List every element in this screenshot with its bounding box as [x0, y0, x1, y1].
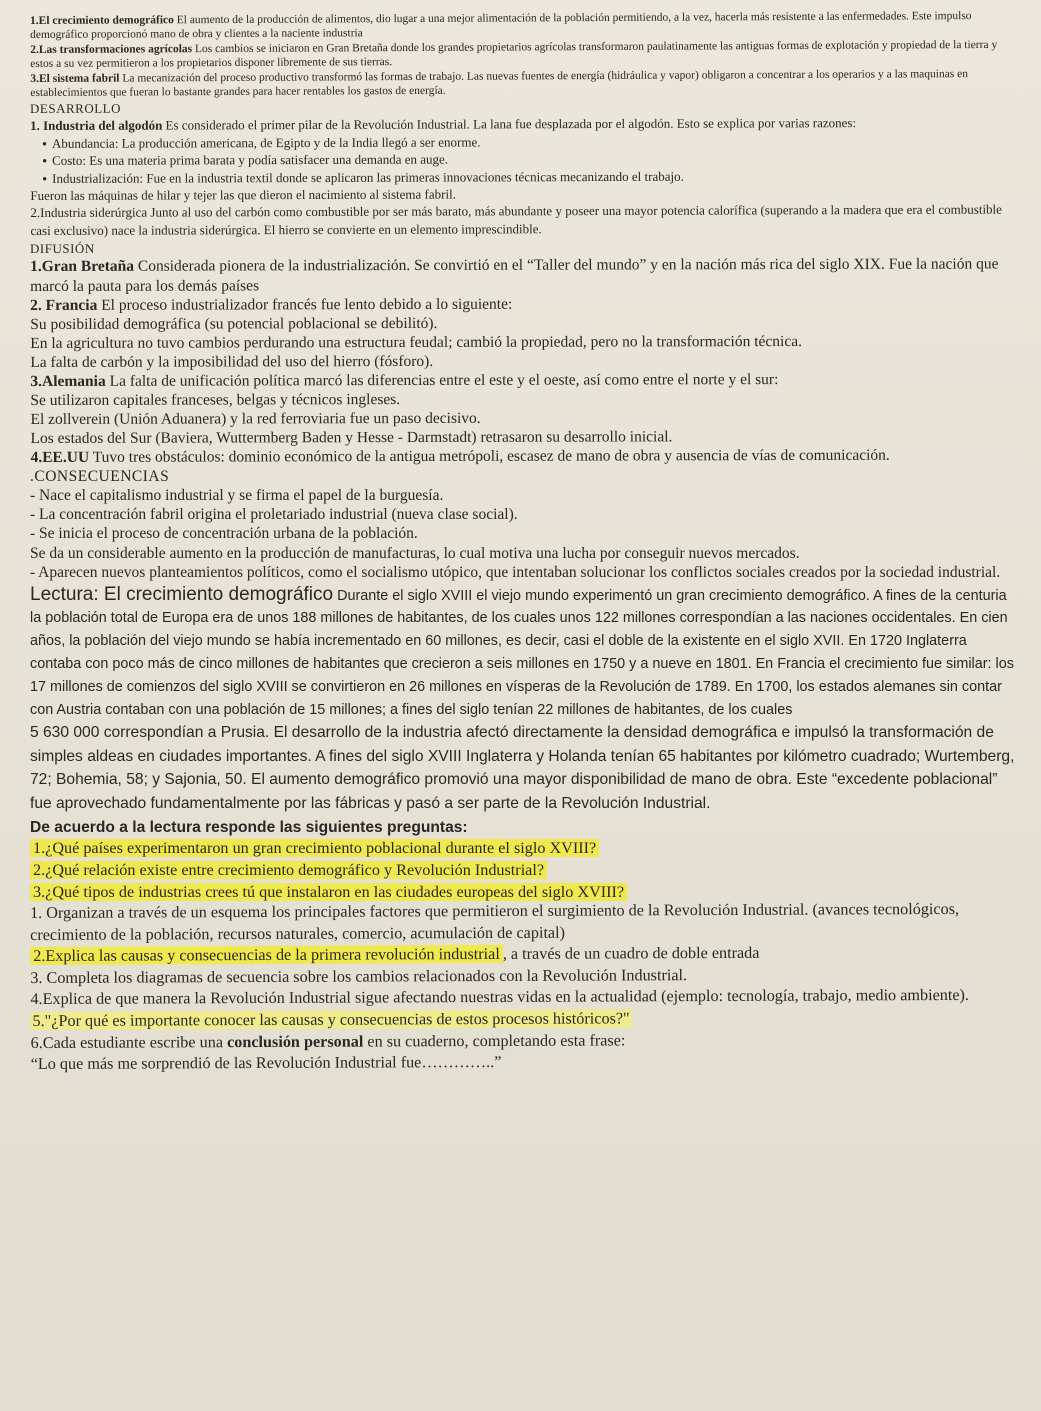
lectura-section [30, 584, 1019, 816]
intro-item-3: 3.El sistema fabril La mecanización del proceso productivo transformó las formas de trabajo. Las nuevas fuentes de energía (hidráulica y vapor) obligaron a concentrar a los operarios y a las maquinas en establecimientos que fueran lo bastante grandes para hacer rentables los gastos de energía. [30, 67, 969, 100]
desarrollo-section [30, 97, 1019, 240]
consecuencia-item: - Aparecen nuevos planteamientos políticos, como el socialismo utópico, que intentaban solucionar los conflictos sociales creados por la sociedad industrial. [30, 563, 1001, 581]
consecuencia-item: - La concentración fabril origina el proletariado industrial (nueva clase social). [30, 506, 518, 524]
alemania-line: Se utilizaron capitales franceses, belgas y técnicos ingleses. [30, 390, 401, 409]
intro-item-1: 1.El crecimiento demográfico El aumento de la producción de alimentos, dio lugar a una mejor alimentación de la población permitiendo, a la vez, hacerla más resistente a las enfermedades. Este impulso demográfico proporcionó mano de obra y clientes a la naciente industria [30, 10, 972, 42]
consecuencia-item: - Nace el capitalismo industrial y se firma el papel de la burguesía. [30, 487, 444, 505]
alemania-line: El zollverein (Unión Aduanera) y la red ferroviaria fue un paso decisivo. [30, 409, 481, 428]
francia-line: Su posibilidad demográfica (su potencial poblacional se debilitó). [30, 314, 438, 333]
actividad-2: 2.Explica las causas y consecuencias de la primera revolución industrial , a través de un cuadro de doble entrada [30, 942, 1019, 968]
bullet-abundancia: ● Abundancia: La producción americana, de Egipto y de la India llegó a ser enorme. [30, 132, 1019, 153]
lectura-paragraph-b: 5 630 000 correspondían a Prusia. El desarrollo de la industria afectó directamente la densidad demográfica e impulsó la transformación de simples aldeas en ciudades importantes. A fines del siglo XVIII Inglaterra y Holanda tenían 65 habitantes por kilómetro cuadrado; Wurtemberg, 72; Bohemia, 58; y Sajonia, 50. El aumento demográfico promovió una mayor disponibilidad de mano de obra. Este “excedente poblacional” fue aprovechado fundamentalmente por las fábricas y pasó a ser parte de la Revolución Industrial. [30, 724, 1015, 812]
actividad-5: 5."¿Por qué es importante conocer las causas y consecuencias de estos procesos históricos?" [30, 1007, 1019, 1033]
alemania-paragraph: 3.Alemania La falta de unificación política marcó las diferencias entre el este y el oeste, así como entre el norte y el sur: [30, 370, 779, 390]
consecuencias-section [30, 467, 1019, 582]
eeuu-paragraph: 4.EE.UU Tuvo tres obstáculos: dominio económico de la antigua metrópoli, escasez de mano de obra y ausencia de vías de comunicación. [30, 446, 890, 467]
algodon-paragraph: 1. Industria del algodón Es considerado el primer pilar de la Revolución Industrial. La lana fue desplazada por el algodón. Esto se explica por varias razones: [30, 115, 857, 134]
consecuencia-item: - Se inicia el proceso de concentración urbana de la población. [30, 525, 418, 543]
alemania-line: Los estados del Sur (Baviera, Wuttermberg Baden y Hesse - Darmstadt) retrasaron su desarrollo inicial. [30, 428, 673, 447]
actividad-4: 4.Explica de que manera la Revolución Industrial sigue afectando nuestras vidas en la actualidad (ejemplo: tecnología, trabajo, medio ambiente). [30, 986, 969, 1009]
desarrollo-heading: DESARROLLO [30, 101, 122, 117]
difusion-section [30, 237, 1020, 467]
francia-line: La falta de carbón y la imposibilidad del uso del hierro (fósforo). [30, 352, 434, 371]
bullet-costo: ● Costo: Es una materia prima barata y podía satisfacer una demanda en auge. [30, 149, 1019, 170]
francia-paragraph: 2. Francia El proceso industrializador francés fue lento debido a lo siguiente: [30, 295, 513, 314]
intro-section [30, 9, 1019, 101]
actividad-3: 3. Completa los diagramas de secuencia sobre los cambios relacionados con la Revolución Industrial. [30, 966, 688, 988]
actividad-6: 6.Cada estudiante escribe una conclusión personal en su cuaderno, completando esta frase: [30, 1031, 626, 1052]
difusion-heading: DIFUSIÓN [30, 240, 95, 256]
consecuencias-heading: .CONSECUENCIAS [30, 468, 170, 486]
lectura-title: Lectura: El crecimiento demográfico [30, 583, 334, 605]
gran-bretana-paragraph: 1.Gran Bretaña Considerada pionera de la industrialización. Se convirtió en el “Taller del mundo” y en la nación más rica del siglo XIX. Fue la nación que marcó la pauta para los demás países [30, 255, 999, 295]
question-2: 2.¿Qué relación existe entre crecimiento demográfico y Revolución Industrial? [30, 860, 1019, 882]
actividad-1: 1. Organizan a través de un esquema los principales factores que permitieron el surgimiento de la Revolución Industrial. (avances tecnológicos, crecimiento de la población, recursos naturales, comercio, acumulación de capital) [30, 900, 960, 944]
preguntas-section [30, 817, 1019, 903]
francia-line: En la agricultura no tuvo cambios perdurando una estructura feudal; cambió la propiedad, pero no la transformación técnica. [30, 332, 802, 352]
actividad-6-quote: “Lo que más me sorprendió de las Revolución Industrial fue…………..” [30, 1053, 502, 1074]
lectura-paragraph-a: Lectura: El crecimiento demográfico Durante el siglo XVIII el viejo mundo experimentó un gran crecimiento demográfico. A fines de la centuria la población total de Europa era de unos 188 millones de habitantes, de los cuales unos 122 millones correspondían a las naciones occidentales. En cien años, la población del viejo mundo se había incrementado en 60 millones, es decir, casi el doble de la existente en el siglo XVII. En 1720 Inglaterra contaba con poco más de cinco millones de habitantes que crecieron a seis millones en 1750 y a nueve en 1801. En Francia el crecimiento fue similar: los 17 millones de comienzos del siglo XVIII se convirtieron en 26 millones en vísperas de la Revolución de 1789. En 1700, los estados alemanes sin contar con Austria contaban con una población de 15 millones; a fines del siglo tenían 22 millones de habitantes, de los cuales [30, 583, 1014, 718]
actividades-section [30, 899, 1020, 1076]
question-3: 3.¿Qué tipos de industrias crees tú que instalaron en las ciudades europeas del siglo XVIII? [30, 882, 1019, 904]
intro-item-2: 2.Las transformaciones agrícolas Los cambios se iniciaron en Gran Bretaña donde los grandes propietarios agrícolas transformaron paulatinamente las antiguas formas de explotación y propiedad de la tierra y estos a su vez permitieron a los propietarios disponer libremente de sus tierras. [30, 38, 998, 71]
maquinas-line: Fueron las máquinas de hilar y tejer las que dieron el nacimiento al sistema fabril. [30, 186, 456, 204]
question-1: 1.¿Qué países experimentaron un gran crecimiento poblacional durante el siglo XVIII? [30, 838, 1019, 860]
bullet-industrializacion: ● Industrialización: Fue en la industria textil donde se aplicaron las primeras innovaciones técnicas mecanizando el trabajo. [30, 167, 1019, 188]
consecuencia-item: Se da un considerable aumento en la producción de manufacturas, lo cual motiva una lucha por conseguir nuevos mercados. [30, 544, 800, 562]
preguntas-title: De acuerdo a la lectura responde las siguientes preguntas: [30, 819, 468, 837]
siderurgica-paragraph: 2.Industria siderúrgica Junto al uso del carbón como combustible por ser más barato, más abundante y poseer una mayor potencia calorífica (superando a la madera que era el combustible casi exclusivo) nace la industria siderúrgica. El hierro se convierte en un elemento imprescindible. [30, 202, 1002, 239]
